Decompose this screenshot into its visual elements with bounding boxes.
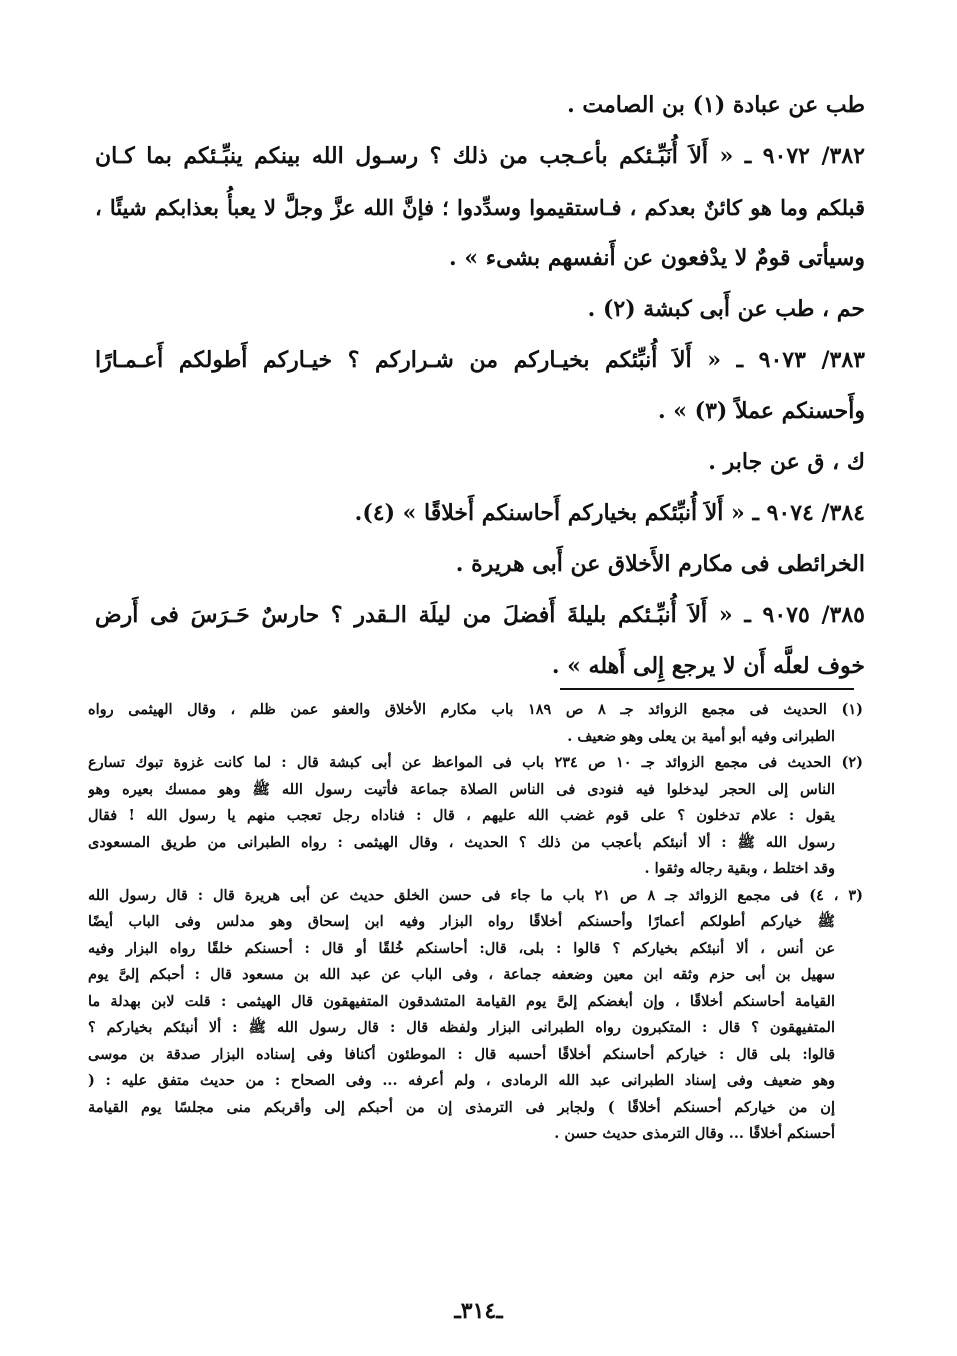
footnote-line: أحسنكم أخلاقًا ... وقال الترمذى حديث حسن . <box>554 1125 835 1142</box>
footnotes <box>88 697 863 1148</box>
text-line: خوف لعلَّه أَن لا يرجع إِلى أَهله » . <box>551 653 865 679</box>
footnote-line: وقد اختلط ، وبقية رجاله وثقوا . <box>644 860 835 877</box>
text-line: ٣٨٤/ ٩٠٧٤ ـ « أَلاَ أُنبِّئكم بخياركم أَحاسنكم أَخلاقًا » (٤). <box>354 500 865 526</box>
main-text <box>95 80 865 692</box>
footnote-line: وهو ضعيف وفى إسناد الطبرانى عبد الله الرمادى ، ولم أعرفه ... وفى الصحاح : من حديث متفق عليه : ( <box>88 1072 835 1089</box>
footnote-line: القيامة أحاسنكم أخلاقًا ، وإن أبغضكم إلىَّ يوم القيامة المتشدقون المتفيهقون قال الهيثمى : قلت لابن بهدلة ما <box>88 992 835 1010</box>
footnote-line: الناس إلى الحجر ليدخلوا فيه فنودى فى الناس الصلاة جماعة فأتيت رسول الله ﷺ وهو ممسك بعيره وهو <box>88 780 835 798</box>
text-line: ك ، ق عن جابر . <box>708 449 865 475</box>
footnote-line: الطبرانى وفيه أبو أمية بن يعلى وهو ضعيف . <box>567 727 835 745</box>
text-line: ٣٨٥/ ٩٠٧٥ ـ « أَلاَ أُنبِّـئكم بليلةَ أَفضلَ من ليلَة الـقدر ؟ حارسٌ حَـرَسَ فى أَرض <box>95 602 865 628</box>
footnote-line: قالوا: بلى قال : خياركم أحاسنكم أخلاقًا أحسبه قال : الموطئون أكنافا وفى إسناده البزار صدقة بن موسى <box>88 1045 835 1063</box>
footnote-line: رسول الله ﷺ : ألا أنبئكم بأعجب من ذلك ؟ الحديث ، وقال الهيثمى : رواه الطبرانى من طريق المسعودى <box>88 833 835 851</box>
page-number: ـ٣١٤ـ <box>454 1298 503 1324</box>
text-line: وسيأتى قومٌ لا يدْفعون عن أَنفسهم بشىء » . <box>449 245 865 271</box>
text-line: ٣٨٣/ ٩٠٧٣ ـ « أَلاَ أُنبِّئكم بخيـاركم من شـراركم ؟ خيـاركم أَطولكم أَعـمـارًا <box>95 347 865 373</box>
footnote-line: إن من خياركم أحسنكم أخلاقًا ) ولجابر فى الترمذى إن من أحبكم إلى وأقربكم منى مجلسًا يوم القيامة <box>88 1098 835 1116</box>
text-line: حم ، طب عن أَبى كبشة (٢) . <box>587 296 865 322</box>
footnote-line: (١) الحديث فى مجمع الزوائد جـ ٨ ص ١٨٩ باب مكارم الأخلاق والعفو عمن ظلم ، وقال الهيثمى رواه <box>88 701 863 718</box>
footnote-line: المتفيهقون ؟ قال : المتكبرون رواه الطبرانى البزار ولفظه قال : قال رسول الله ﷺ : ألا أنبئكم بخياركم ؟ <box>88 1019 835 1036</box>
footnote-line: سهيل بن أبى حزم وثقه ابن معين وضعفه جماعة ، وفى الباب عن عبد الله بن مسعود قال : أحبكم إلىَّ يوم <box>88 966 835 983</box>
footnote-line: (٢) الحديث فى مجمع الزوائد جـ ١٠ ص ٢٣٤ باب فى المواعظ عن أبى كبشة قال : لما كانت غزوة تبوك تسارع <box>88 754 863 771</box>
text-line: طب عن عبادة (١) بن الصامت . <box>567 92 865 118</box>
footnote-separator <box>560 688 854 690</box>
text-line: قبلكم وما هو كائنٌ بعدكم ، فـاستقيموا وسدِّدوا ؛ فإنَّ الله عزَّ وجلَّ لا يعبأُ بعذابكم شيئًا ، <box>95 195 865 220</box>
footnote-line: يقول : علام تدخلون ؟ على قوم غضب الله عليهم ، قال : فناداه رجل تعجب منهم يا رسول الله ! فقال <box>88 807 835 824</box>
text-line: الخرائطى فى مكارم الأَخلاق عن أَبى هريرة . <box>455 551 865 577</box>
text-line: وأَحسنكم عملاً (٣) » . <box>657 398 865 424</box>
footnote-line: ﷺ خياركم أطولكم أعمارًا وأحسنكم أخلاقًا رواه البزار وفيه ابن إسحاق وهو مدلس وفى الباب أيضًا <box>88 913 835 930</box>
text-line: ٣٨٢/ ٩٠٧٢ ـ « أَلاَ أُنَبِّـئكم بأعـجب من ذلك ؟ رسـول الله بينكم ينبِّـئكم بما كـان <box>95 143 865 169</box>
footnote-line: عن أنس ، ألا أنبئكم بخياركم ؟ قالوا : بلى، قال: أحاسنكم خُلقًا أو قال : أحسنكم خلقًا رواه البزار وفيه <box>88 939 835 957</box>
footnote-line: (٣ ، ٤) فى مجمع الزوائد جـ ٨ ص ٢١ باب ما جاء فى حسن الخلق حديث عن أبى هريرة قال : قال رسول الله <box>88 886 863 904</box>
